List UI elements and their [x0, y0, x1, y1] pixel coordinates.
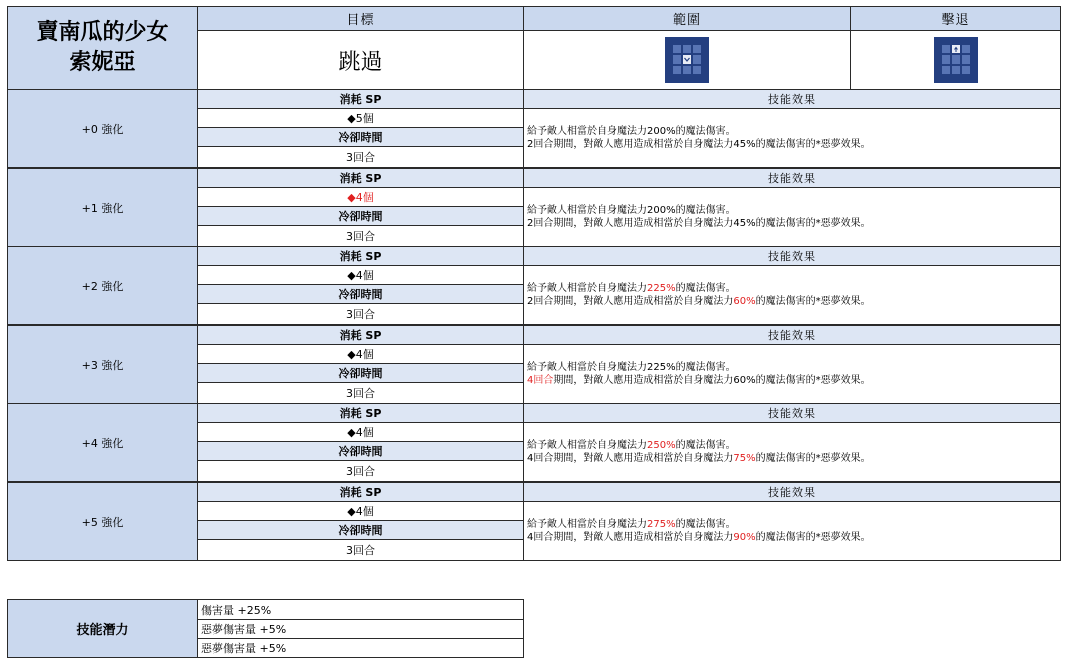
effect-text: 給予敵人相當於自身魔法力225%的魔法傷害。 [527, 362, 736, 373]
sp-cost-header: 消耗 SP [197, 325, 524, 345]
skill-effect-description [523, 344, 1061, 404]
grid-3x3-center-arrow-down-icon [665, 37, 709, 83]
cooldown-value: 3回合 [197, 460, 524, 482]
range-cell [523, 30, 851, 90]
cooldown-header: 冷卻時間 [197, 284, 524, 304]
effect-line [527, 518, 871, 531]
skill-effect-header: 技能效果 [523, 482, 1061, 502]
sp-cost-value: ◆4個 [197, 344, 524, 364]
effect-text: 給予敵人相當於自身魔法力200%的魔法傷害。 [527, 126, 736, 137]
effect-line [527, 531, 871, 544]
skill-effect-header: 技能效果 [523, 403, 1061, 423]
effect-text: 的魔法傷害。 [675, 283, 736, 294]
effect-changed-value: 250% [647, 440, 676, 451]
effect-line [527, 361, 871, 374]
effect-changed-value: 90% [733, 532, 756, 543]
effect-line [527, 204, 871, 217]
sp-cost-value: ◆4個 [197, 422, 524, 442]
effect-changed-value: 275% [647, 519, 676, 530]
sp-cost-header: 消耗 SP [197, 482, 524, 502]
skill-effect-description [523, 187, 1061, 247]
enhancement-level-label: +3 強化 [7, 325, 198, 404]
sp-cost-value: ◆4個 [197, 187, 524, 207]
effect-line [527, 452, 871, 465]
sp-cost-value: ◆4個 [197, 501, 524, 521]
sp-cost-value: ◆4個 [197, 265, 524, 285]
character-name-line1: 賣南瓜的少女 [36, 20, 169, 45]
enhancement-level-label: +5 強化 [7, 482, 198, 561]
character-name-line2: 索妮亞 [69, 50, 136, 75]
effect-changed-value: 4回合 [527, 375, 554, 386]
potential-item: 惡夢傷害量 +5% [197, 638, 524, 658]
potential-item: 傷害量 +25% [197, 599, 524, 620]
skill-effect-description [523, 265, 1061, 325]
effect-text: 期間，對敵人應用造成相當於自身魔法力60%的魔法傷害的*惡夢效果。 [553, 375, 871, 386]
effect-changed-value: 60% [733, 296, 756, 307]
enhancement-level-label: +0 強化 [7, 89, 198, 168]
skill-effect-header: 技能效果 [523, 325, 1061, 345]
cooldown-header: 冷卻時間 [197, 206, 524, 226]
cooldown-header: 冷卻時間 [197, 127, 524, 147]
effect-line [527, 125, 871, 138]
sp-cost-header: 消耗 SP [197, 403, 524, 423]
effect-text: 給予敵人相當於自身魔法力 [527, 440, 647, 451]
skill-effect-description [523, 501, 1061, 561]
sp-cost-value: ◆5個 [197, 108, 524, 128]
effect-text: 給予敵人相當於自身魔法力200%的魔法傷害。 [527, 205, 736, 216]
target-header: 目標 [197, 6, 524, 31]
enhancement-level-label: +4 強化 [7, 403, 198, 482]
skill-effect-header: 技能效果 [523, 246, 1061, 266]
effect-text: 的魔法傷害。 [675, 440, 736, 451]
cooldown-value: 3回合 [197, 146, 524, 168]
effect-text: 2回合期間，對敵人應用造成相當於自身魔法力45%的魔法傷害的*惡夢效果。 [527, 139, 871, 150]
effect-text: 給予敵人相當於自身魔法力 [527, 283, 647, 294]
effect-line [527, 374, 871, 387]
cooldown-value: 3回合 [197, 303, 524, 325]
effect-line [527, 138, 871, 151]
effect-text: 4回合期間，對敵人應用造成相當於自身魔法力 [527, 532, 734, 543]
skill-effect-header: 技能效果 [523, 89, 1061, 109]
knockback-header: 擊退 [850, 6, 1061, 31]
effect-text: 的魔法傷害。 [675, 519, 736, 530]
effect-line [527, 282, 871, 295]
sp-cost-header: 消耗 SP [197, 246, 524, 266]
target-value: 跳過 [197, 30, 524, 90]
potential-item: 惡夢傷害量 +5% [197, 619, 524, 639]
cooldown-value: 3回合 [197, 539, 524, 561]
effect-line [527, 439, 871, 452]
effect-text: 給予敵人相當於自身魔法力 [527, 519, 647, 530]
skill-effect-header: 技能效果 [523, 168, 1061, 188]
effect-line [527, 295, 871, 308]
sp-cost-header: 消耗 SP [197, 89, 524, 109]
knockback-cell [850, 30, 1061, 90]
effect-line [527, 217, 871, 230]
enhancement-level-label: +1 強化 [7, 168, 198, 247]
cooldown-header: 冷卻時間 [197, 441, 524, 461]
skill-potential-label: 技能潛力 [7, 599, 198, 658]
cooldown-header: 冷卻時間 [197, 363, 524, 383]
effect-text: 2回合期間，對敵人應用造成相當於自身魔法力 [527, 296, 734, 307]
character-name [7, 6, 198, 90]
range-header: 範圍 [523, 6, 851, 31]
effect-changed-value: 225% [647, 283, 676, 294]
effect-text: 的魔法傷害的*惡夢效果。 [755, 532, 871, 543]
effect-text: 4回合期間，對敵人應用造成相當於自身魔法力 [527, 453, 734, 464]
effect-changed-value: 75% [733, 453, 756, 464]
effect-text: 的魔法傷害的*惡夢效果。 [755, 296, 871, 307]
cooldown-header: 冷卻時間 [197, 520, 524, 540]
cooldown-value: 3回合 [197, 382, 524, 404]
skill-effect-description [523, 422, 1061, 482]
effect-text: 2回合期間，對敵人應用造成相當於自身魔法力45%的魔法傷害的*惡夢效果。 [527, 218, 871, 229]
sp-cost-header: 消耗 SP [197, 168, 524, 188]
enhancement-level-label: +2 強化 [7, 246, 198, 325]
grid-3x3-top-arrow-up-icon [934, 37, 978, 83]
cooldown-value: 3回合 [197, 225, 524, 247]
skill-effect-description [523, 108, 1061, 168]
effect-text: 的魔法傷害的*惡夢效果。 [755, 453, 871, 464]
